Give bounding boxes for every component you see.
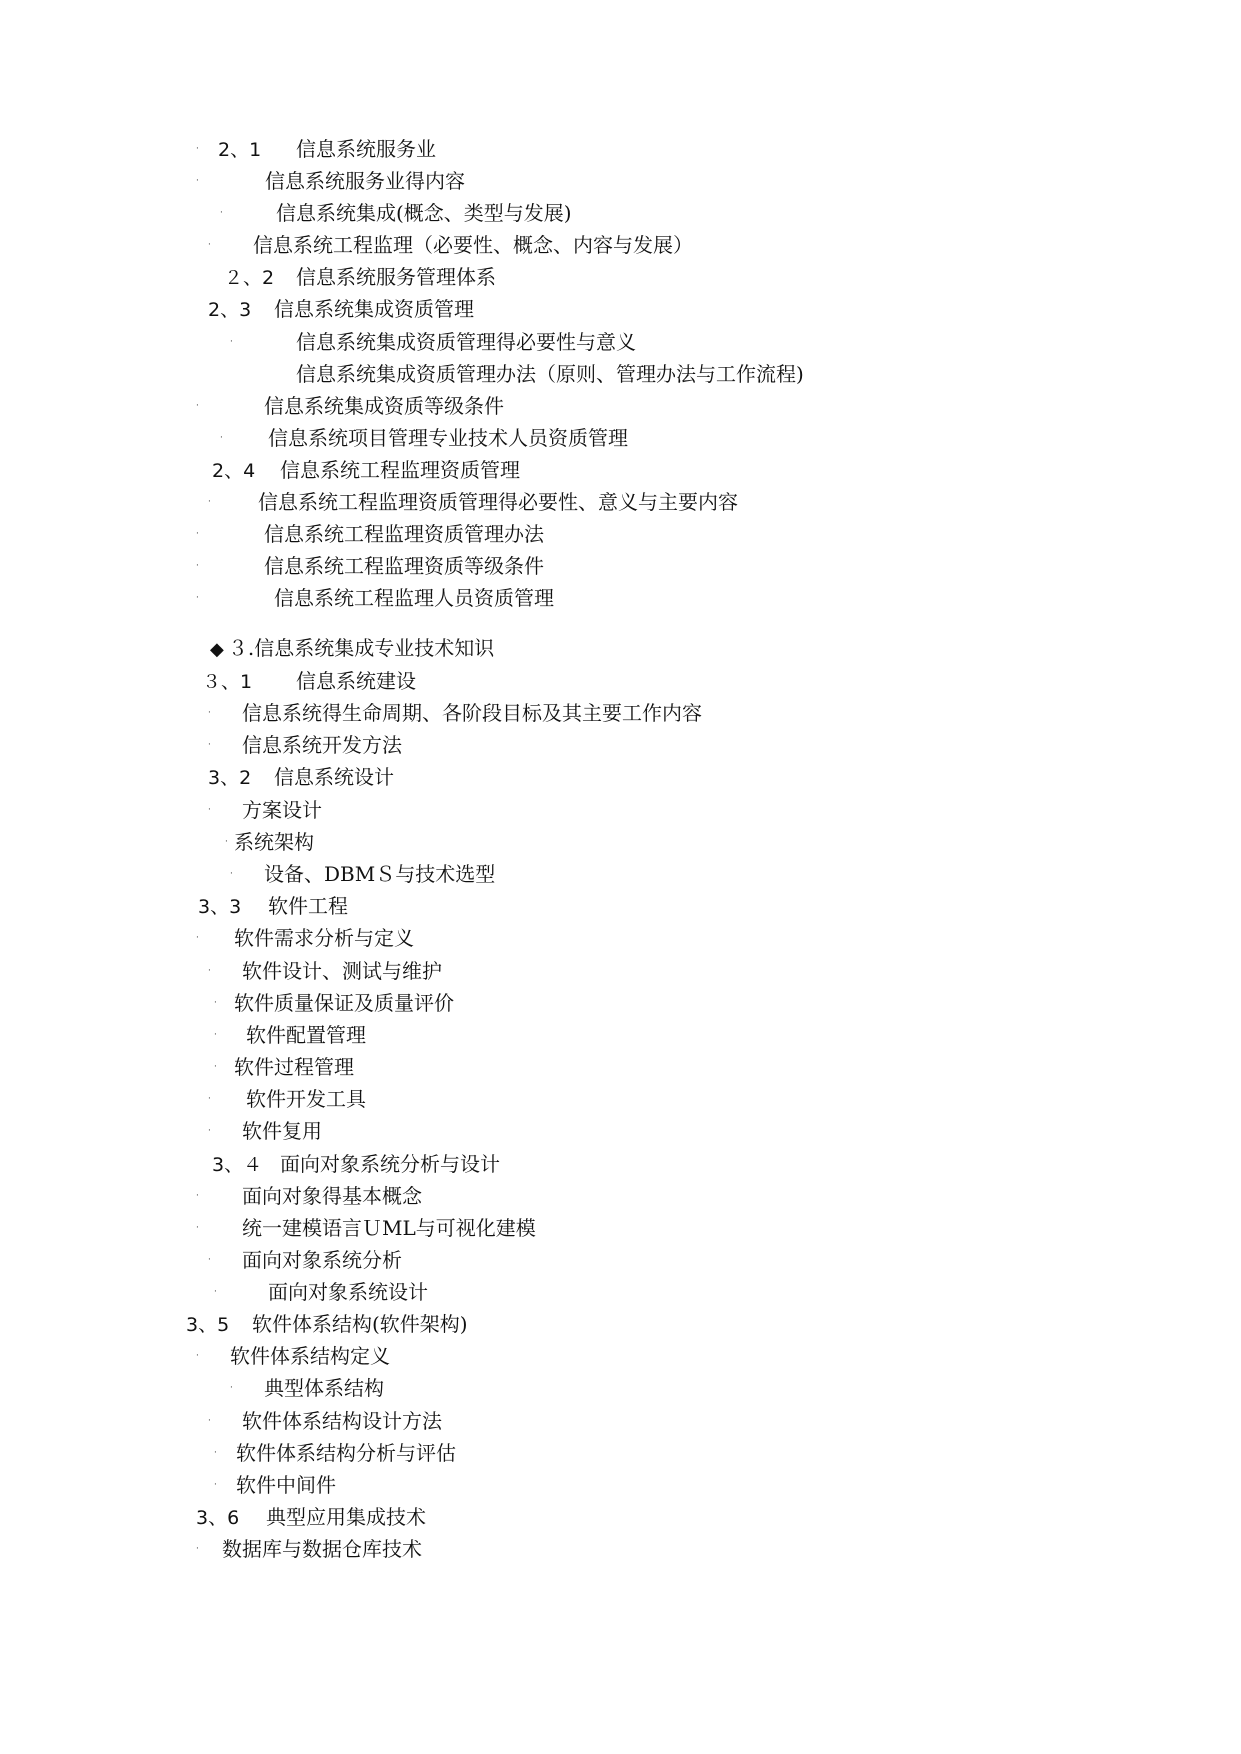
list-item: 方案设计: [242, 798, 322, 822]
bullet-marker: ·: [208, 1094, 211, 1104]
section-heading: [186, 1309, 468, 1339]
section-heading: [196, 1502, 426, 1532]
section-title: 软件体系结构(软件架构): [252, 1312, 468, 1336]
section-title: 面向对象系统分析与设计: [280, 1152, 500, 1176]
diamond-bullet-icon: ◆: [210, 639, 224, 660]
bullet-marker: ·: [230, 869, 233, 879]
list-item: 信息系统项目管理专业技术人员资质管理: [268, 426, 628, 450]
bullet-marker: ·: [214, 1030, 217, 1040]
list-item: 系统架构: [234, 830, 314, 854]
bullet-marker: ·: [196, 529, 199, 539]
section-number: 2、4: [212, 460, 256, 482]
section-number: ２、2: [224, 267, 275, 289]
list-item: 信息系统工程监理资质管理得必要性、意义与主要内容: [258, 490, 738, 514]
bullet-marker: ·: [230, 337, 233, 347]
section-number: 3、４: [212, 1154, 263, 1176]
chapter-heading: [210, 633, 494, 663]
bullet-marker: ·: [208, 497, 211, 507]
bullet-marker: ·: [208, 805, 211, 815]
section-number: 3、2: [208, 767, 252, 789]
list-item: 面向对象系统设计: [268, 1280, 428, 1304]
bullet-marker: ·: [214, 998, 217, 1008]
bullet-marker: ·: [208, 966, 211, 976]
list-item: 软件过程管理: [234, 1055, 354, 1079]
list-item: 信息系统开发方法: [242, 733, 402, 757]
section-heading: [198, 891, 348, 921]
section-number: 3、6: [196, 1507, 240, 1529]
bullet-marker: ·: [196, 1223, 199, 1233]
bullet-marker: ·: [196, 1351, 199, 1361]
bullet-marker: ·: [214, 1480, 217, 1490]
section-title: 信息系统工程监理资质管理: [280, 458, 520, 482]
bullet-marker: ·: [196, 144, 199, 154]
list-item: 信息系统工程监理资质管理办法: [264, 522, 544, 546]
section-number: 2、1: [218, 139, 262, 161]
list-item: 软件配置管理: [246, 1023, 366, 1047]
list-item: 典型体系结构: [264, 1376, 384, 1400]
section-title: 信息系统服务业: [296, 137, 436, 161]
bullet-marker: ·: [230, 1383, 233, 1393]
bullet-marker: ·: [208, 240, 211, 250]
bullet-marker: ·: [214, 1062, 217, 1072]
list-item: 软件体系结构分析与评估: [236, 1441, 456, 1465]
list-item: 软件开发工具: [246, 1087, 366, 1111]
list-item: 信息系统工程监理人员资质管理: [274, 586, 554, 610]
section-title: 信息系统设计: [274, 765, 394, 789]
bullet-marker: ·: [196, 176, 199, 186]
list-item: 面向对象系统分析: [242, 1248, 402, 1272]
list-item: 数据库与数据仓库技术: [222, 1537, 422, 1561]
section-title: 信息系统集成资质管理: [274, 297, 474, 321]
bullet-marker: ·: [208, 740, 211, 750]
list-item: 设备、DBMＳ与技术选型: [264, 862, 496, 886]
list-item: 软件体系结构设计方法: [242, 1409, 442, 1433]
section-title: 软件工程: [268, 894, 348, 918]
bullet-marker: ·: [220, 433, 223, 443]
section-title: 信息系统服务管理体系: [296, 265, 496, 289]
list-item: 信息系统集成资质管理办法（原则、管理办法与工作流程): [296, 362, 804, 386]
bullet-marker: ·: [208, 1255, 211, 1265]
bullet-marker: ·: [196, 933, 199, 943]
bullet-marker: ·: [196, 1544, 199, 1554]
bullet-marker: ·: [214, 1448, 217, 1458]
bullet-marker: ·: [214, 1287, 217, 1297]
list-item: 软件中间件: [236, 1473, 336, 1497]
bullet-marker: ·: [196, 1191, 199, 1201]
bullet-marker: ·: [208, 708, 211, 718]
section-heading: [208, 294, 474, 324]
list-item: 软件质量保证及质量评价: [234, 991, 454, 1015]
list-item: 信息系统工程监理资质等级条件: [264, 554, 544, 578]
bullet-marker: ·: [208, 1416, 211, 1426]
list-item: 统一建模语言ＵML与可视化建模: [242, 1216, 536, 1240]
section-heading: [208, 762, 394, 792]
section-title: 典型应用集成技术: [266, 1505, 426, 1529]
section-heading: [212, 1149, 500, 1179]
bullet-marker: ·: [225, 837, 228, 847]
section-heading: [218, 134, 436, 164]
section-heading: [212, 455, 520, 485]
bullet-marker: ·: [220, 208, 223, 218]
list-item: 软件体系结构定义: [230, 1344, 390, 1368]
list-item: 信息系统集成(概念、类型与发展): [276, 201, 572, 225]
section-heading: [202, 666, 416, 696]
bullet-marker: ·: [208, 1126, 211, 1136]
list-item: 软件需求分析与定义: [234, 926, 414, 950]
list-item: 信息系统得生命周期、各阶段目标及其主要工作内容: [242, 701, 702, 725]
section-number: 3、5: [186, 1314, 230, 1336]
section-title: 信息系统建设: [296, 669, 416, 693]
bullet-marker: ·: [196, 401, 199, 411]
bullet-marker: ·: [196, 561, 199, 571]
list-item: 面向对象得基本概念: [242, 1184, 422, 1208]
list-item: 信息系统工程监理（必要性、概念、内容与发展）: [253, 233, 693, 257]
section-number: 2、3: [208, 299, 252, 321]
list-item: 信息系统集成资质管理得必要性与意义: [296, 330, 636, 354]
section-number: ３、1: [202, 671, 253, 693]
section-heading: [224, 262, 496, 292]
list-item: 软件设计、测试与维护: [242, 959, 442, 983]
section-number: 3、3: [198, 896, 242, 918]
chapter-title: ３.信息系统集成专业技术知识: [227, 636, 495, 660]
bullet-marker: ·: [196, 593, 199, 603]
list-item: 信息系统集成资质等级条件: [264, 394, 504, 418]
list-item: 软件复用: [242, 1119, 322, 1143]
list-item: 信息系统服务业得内容: [265, 169, 465, 193]
